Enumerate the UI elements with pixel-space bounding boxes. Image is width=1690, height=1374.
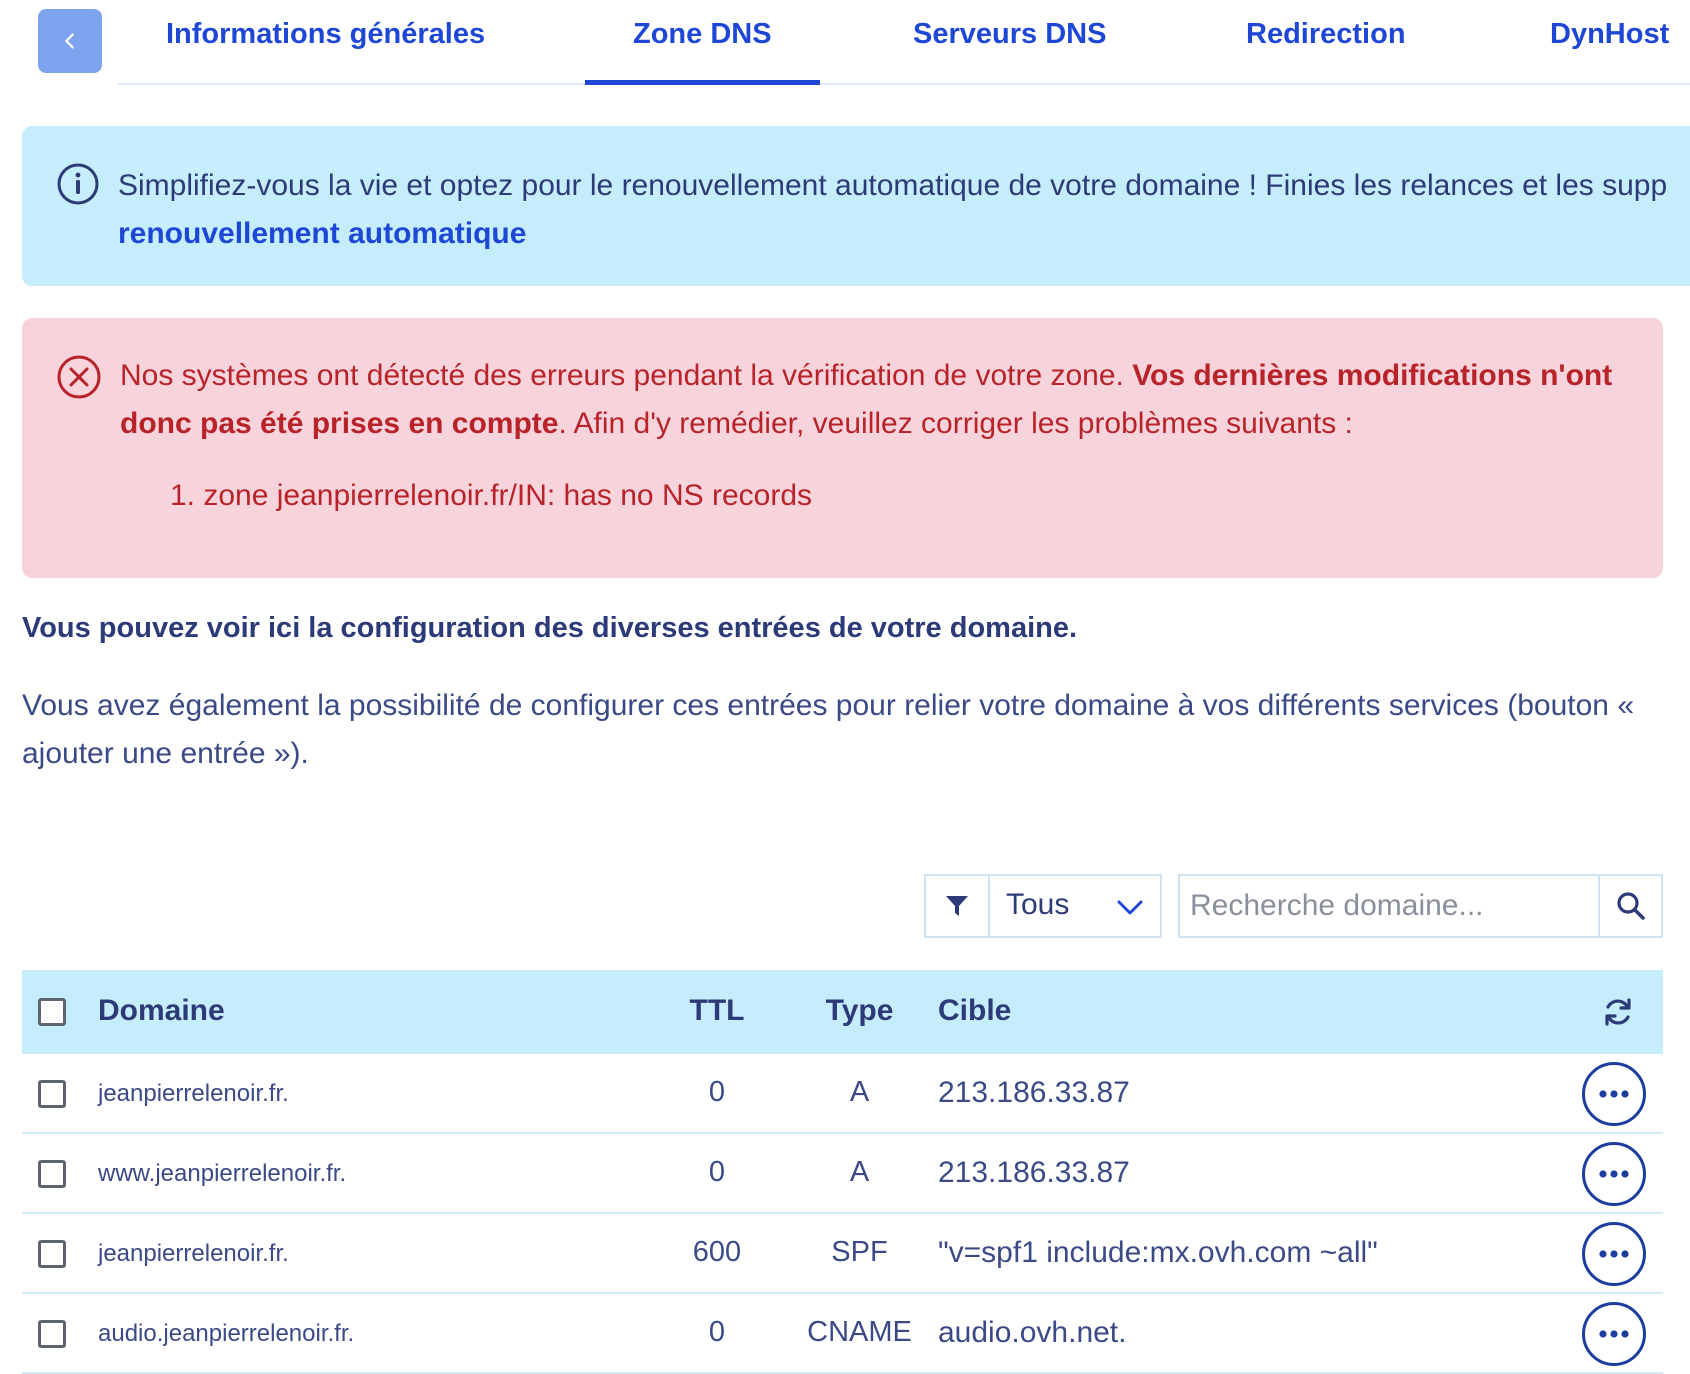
record-domain: jeanpierrelenoir.fr.	[98, 1080, 289, 1107]
table-row	[22, 1214, 1663, 1294]
table-row	[22, 1134, 1663, 1214]
row-actions-button[interactable]	[1582, 1062, 1646, 1126]
refresh-icon[interactable]	[1602, 996, 1634, 1028]
record-ttl: 0	[708, 1076, 726, 1108]
record-ttl: 0	[708, 1156, 726, 1188]
record-type-select-value: Tous	[1006, 888, 1070, 921]
more-dots-icon	[1597, 1169, 1631, 1179]
tab-dns-servers[interactable]: Serveurs DNS	[913, 18, 1107, 50]
info-banner-text: Simplifiez-vous la vie et optez pour le renouvellement automatique de votre domaine ! Finies les relances et les supp	[118, 169, 1668, 202]
error-message	[120, 352, 1620, 448]
tab-dynhost[interactable]: DynHost	[1550, 18, 1670, 50]
select-all-checkbox[interactable]	[38, 998, 66, 1026]
record-ttl: 0	[708, 1316, 726, 1348]
auto-renewal-link[interactable]: renouvellement automatique	[118, 217, 527, 250]
row-checkbox[interactable]	[38, 1320, 66, 1348]
column-header-type[interactable]: Type	[825, 994, 894, 1027]
record-domain: www.jeanpierrelenoir.fr.	[98, 1160, 347, 1187]
tab-bar	[118, 0, 1690, 85]
row-checkbox[interactable]	[38, 1240, 66, 1268]
record-type: SPF	[831, 1236, 888, 1268]
table-row	[22, 1294, 1663, 1374]
record-domain: audio.jeanpierrelenoir.fr.	[98, 1320, 355, 1347]
record-ttl: 600	[692, 1236, 742, 1268]
info-circle-icon	[56, 162, 100, 206]
more-dots-icon	[1597, 1329, 1631, 1339]
row-actions-button[interactable]	[1582, 1302, 1646, 1366]
row-checkbox[interactable]	[38, 1160, 66, 1188]
record-type: CNAME	[807, 1316, 912, 1348]
tab-general-info[interactable]: Informations générales	[166, 18, 486, 50]
column-header-ttl[interactable]: TTL	[689, 994, 745, 1027]
filter-funnel-icon	[944, 893, 970, 919]
record-domain: jeanpierrelenoir.fr.	[98, 1240, 289, 1267]
error-list-item: 1. zone jeanpierrelenoir.fr/IN: has no NS records	[170, 479, 812, 512]
section-title: Vous pouvez voir ici la configuration des diverses entrées de votre domaine.	[22, 612, 1078, 644]
record-target: "v=spf1 include:mx.ovh.com ~all"	[938, 1236, 1378, 1269]
row-checkbox[interactable]	[38, 1080, 66, 1108]
more-dots-icon	[1597, 1089, 1631, 1099]
error-circle-x-icon	[56, 354, 102, 400]
record-target: 213.186.33.87	[938, 1156, 1130, 1189]
more-dots-icon	[1597, 1249, 1631, 1259]
row-actions-button[interactable]	[1582, 1222, 1646, 1286]
record-type-select[interactable]	[988, 874, 1162, 938]
record-type: A	[849, 1156, 870, 1188]
record-target: 213.186.33.87	[938, 1076, 1130, 1109]
column-header-domain[interactable]: Domaine	[98, 994, 225, 1027]
record-target: audio.ovh.net.	[938, 1316, 1127, 1349]
chevron-left-icon	[59, 30, 81, 52]
error-message-part-2: . Afin d'y remédier, veuillez corriger les problèmes suivants :	[558, 407, 1353, 440]
column-header-target[interactable]: Cible	[938, 994, 1012, 1027]
filter-button[interactable]	[924, 874, 988, 938]
chevron-down-icon	[1116, 898, 1144, 918]
error-banner	[22, 318, 1663, 578]
info-banner	[22, 126, 1690, 286]
record-type: A	[849, 1076, 870, 1108]
tab-redirection[interactable]: Redirection	[1246, 18, 1406, 50]
dns-records-table	[22, 970, 1663, 1374]
table-row	[22, 1054, 1663, 1134]
section-description: Vous avez également la possibilité de configurer ces entrées pour relier votre domaine à vos différents services (bouton « ajouter une entrée »).	[22, 689, 1635, 770]
error-message-part-1: Nos systèmes ont détecté des erreurs pendant la vérification de votre zone.	[120, 359, 1133, 392]
table-header	[22, 970, 1663, 1054]
error-message-bold: Vos dernières modifications n'ont donc pas été prises en compte	[120, 359, 1613, 440]
search-domain-input[interactable]	[1178, 874, 1598, 938]
back-button[interactable]	[38, 9, 102, 73]
tab-dns-zone[interactable]: Zone DNS	[633, 18, 772, 50]
search-icon	[1616, 891, 1646, 921]
row-actions-button[interactable]	[1582, 1142, 1646, 1206]
search-button[interactable]	[1598, 874, 1663, 938]
